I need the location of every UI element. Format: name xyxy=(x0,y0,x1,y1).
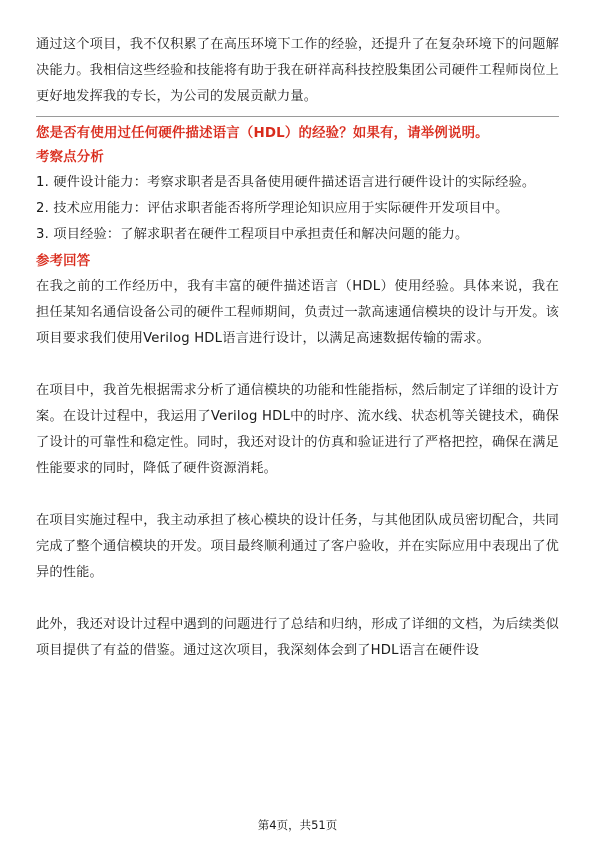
paragraph-spacer xyxy=(36,482,559,508)
page-number: 第4页，共51页 xyxy=(257,818,338,832)
answer-paragraph-1: 在我之前的工作经历中，我有丰富的硬件描述语言（HDL）使用经验。具体来说，我在担任某知名通信设备公司的硬件工程师期间，负责过一款高速通信模块的设计与开发。该项目要求我们使用Verilog HDL语言进行设计，以满足高速数据传输的需求。 xyxy=(36,279,559,346)
answer-paragraph-2: 在项目中，我首先根据需求分析了通信模块的功能和性能指标，然后制定了详细的设计方案。在设计过程中，我运用了Verilog HDL中的时序、流水线、状态机等关键技术，确保了设计的可靠性和稳定性。同时，我还对设计的仿真和验证进行了严格把控，确保在满足性能要求的同时，降低了硬件资源消耗。 xyxy=(36,383,559,476)
answer-paragraph-3: 在项目实施过程中，我主动承担了核心模块的设计任务，与其他团队成员密切配合，共同完成了整个通信模块的开发。项目最终顺利通过了客户验收，并在实际应用中表现出了优异的性能。 xyxy=(36,513,559,580)
intro-paragraph: 通过这个项目，我不仅积累了在高压环境下工作的经验，还提升了在复杂环境下的问题解决能力。我相信这些经验和技能将有助于我在研祥高科技控股集团公司硬件工程师岗位上更好地发挥我的专长，为公司的发展贡献力量。 xyxy=(36,37,559,104)
analysis-item-2: 2. 技术应用能力：评估求职者能否将所学理论知识应用于实际硬件开发项目中。 xyxy=(36,201,509,216)
paragraph-spacer xyxy=(36,586,559,612)
document-page xyxy=(36,32,559,664)
answer-paragraph-4: 此外，我还对设计过程中遇到的问题进行了总结和归纳，形成了详细的文档，为后续类似项目提供了有益的借鉴。通过这次项目，我深刻体会到了HDL语言在硬件设 xyxy=(36,617,559,658)
analysis-item-3: 3. 项目经验：了解求职者在硬件工程项目中承担责任和解决问题的能力。 xyxy=(36,227,469,242)
analysis-heading: 考察点分析 xyxy=(36,150,104,165)
section-divider xyxy=(36,116,559,117)
interview-question: 您是否有使用过任何硬件描述语言（HDL）的经验？如果有，请举例说明。 xyxy=(36,126,489,141)
analysis-item-1: 1. 硬件设计能力：考察求职者是否具备使用硬件描述语言进行硬件设计的实际经验。 xyxy=(36,175,536,190)
answer-heading: 参考回答 xyxy=(36,254,91,269)
paragraph-spacer xyxy=(36,352,559,378)
